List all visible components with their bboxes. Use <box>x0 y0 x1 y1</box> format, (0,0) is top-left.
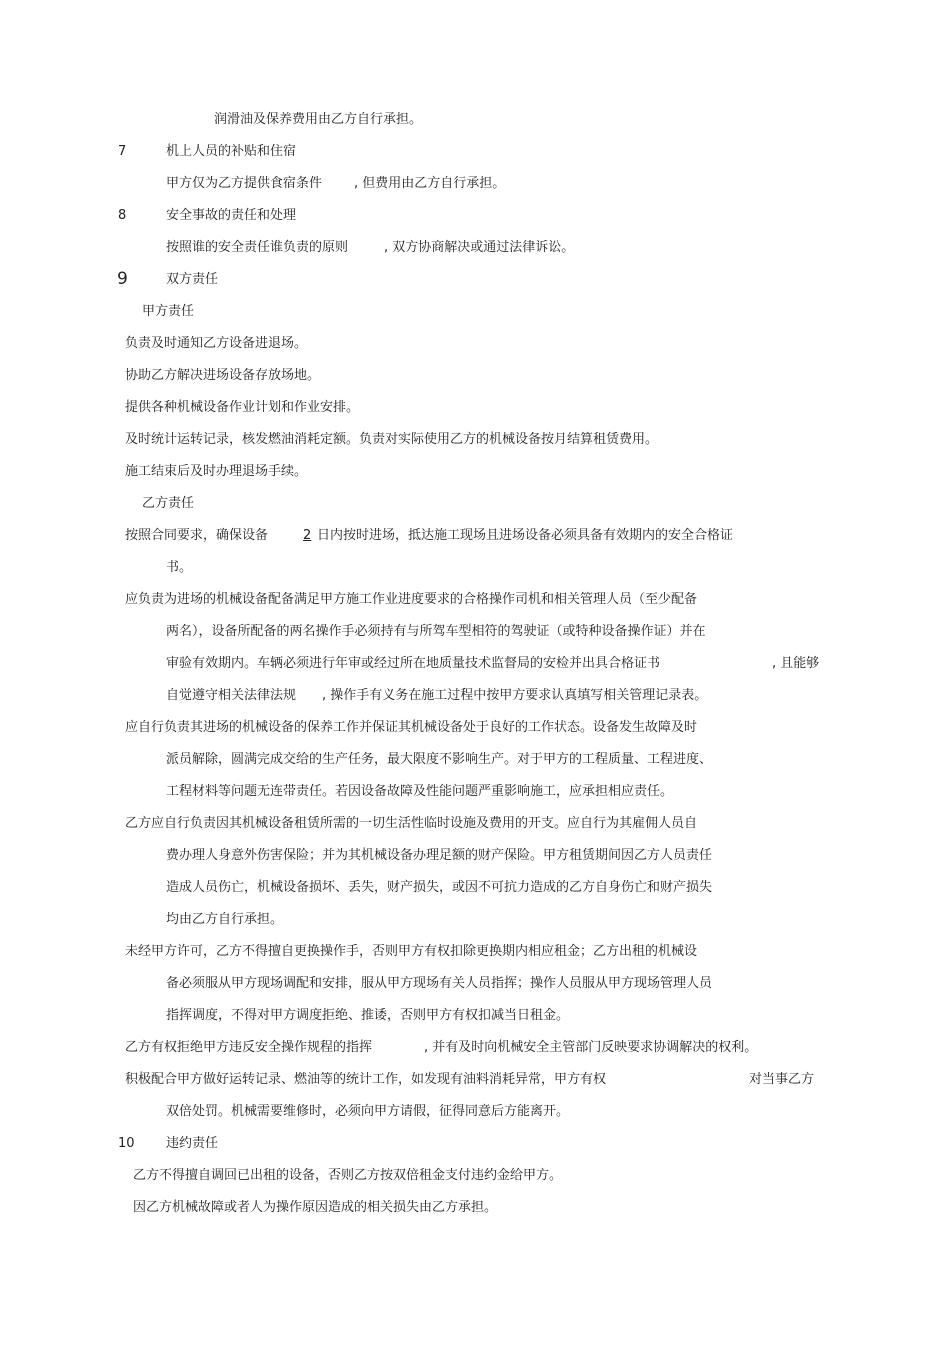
party-b-item-2-a: 应负责为进场的机械设备配备满足甲方施工作业进度要求的合格操作司机和相关管理人员（至少配备 <box>125 592 698 607</box>
section-8-number: 8 <box>118 208 127 223</box>
party-b-item-7-a: 积极配合甲方做好运转记录、燃油等的统计工作，如发现有油料消耗异常，甲方有权 <box>125 1072 607 1087</box>
party-b-item-4-a: 乙方应自行负责因其机械设备租赁所需的一切生活性临时设施及费用的开支。应自行为其雇佣人员自 <box>125 816 698 831</box>
party-b-item-2-d1: 自觉遵守相关法律法规 <box>166 688 297 703</box>
section-8-text-b: , 双方协商解决或通过法律诉讼。 <box>384 240 575 255</box>
party-b-item-7-b: 对当事乙方 <box>749 1072 815 1087</box>
section-9-title: 双方责任 <box>166 272 219 287</box>
party-a-heading: 甲方责任 <box>142 304 195 319</box>
party-b-item-2-d2: , 操作手有义务在施工过程中按甲方要求认真填写相关管理记录表。 <box>322 688 708 703</box>
section-10-title: 违约责任 <box>166 1136 219 1151</box>
party-a-item: 施工结束后及时办理退场手续。 <box>125 464 308 479</box>
section-9-number: 9 <box>117 269 128 289</box>
party-b-item-7-c: 双倍处罚。机械需要维修时，必须向甲方请假，征得同意后方能离开。 <box>166 1104 570 1119</box>
party-b-item-4-c: 造成人员伤亡，机械设备损坏、丢失，财产损失，或因不可抗力造成的乙方自身伤亡和财产损失 <box>166 880 713 895</box>
party-a-item: 协助乙方解决进场设备存放场地。 <box>125 368 321 383</box>
party-b-item-3-b: 派员解除，圆满完成交给的生产任务，最大限度不影响生产。对于甲方的工程质量、工程进度、 <box>166 752 713 767</box>
section-7-number: 7 <box>118 144 127 159</box>
party-a-item: 负责及时通知乙方设备进退场。 <box>125 336 308 351</box>
section-8-text-a: 按照谁的安全责任谁负责的原则 <box>166 240 349 255</box>
party-b-item-3-a: 应自行负责其进场的机械设备的保养工作并保证其机械设备处于良好的工作状态。设备发生故障及时 <box>125 720 698 735</box>
party-b-item-2-b: 两名），设备所配备的两名操作手必须持有与所驾车型相符的驾驶证（或特种设备操作证）并在 <box>166 624 706 639</box>
party-b-item-2-c2: , 且能够 <box>772 656 820 671</box>
party-b-item-1-a: 按照合同要求，确保设备 <box>125 528 269 543</box>
section-8-title: 安全事故的责任和处理 <box>166 208 297 223</box>
party-b-item-2-c1: 审验有效期内。车辆必须进行年审或经过所在地质量技术监督局的安检并出具合格证书 <box>166 656 661 671</box>
party-b-item-5-c: 指挥调度，不得对甲方调度拒绝、推诿，否则甲方有权扣减当日租金。 <box>166 1008 570 1023</box>
section-10-number: 10 <box>118 1136 135 1151</box>
party-b-item-5-b: 备必须服从甲方现场调配和安排，服从甲方现场有关人员指挥；操作人员服从甲方现场管理人员 <box>166 976 713 991</box>
party-b-item-1-c: 书。 <box>166 560 193 575</box>
party-b-item-4-d: 均由乙方自行承担。 <box>166 912 284 927</box>
party-b-item-6-b: , 并有及时向机械安全主管部门反映要求协调解决的权利。 <box>424 1040 758 1055</box>
section-7-title: 机上人员的补贴和住宿 <box>166 144 297 159</box>
breach-item: 因乙方机械故障或者人为操作原因造成的相关损失由乙方承担。 <box>133 1200 498 1215</box>
breach-item: 乙方不得擅自调回已出租的设备，否则乙方按双倍租金支付违约金给甲方。 <box>133 1168 563 1183</box>
party-b-item-3-c: 工程材料等问题无连带责任。若因设备故障及性能问题严重影响施工，应承担相应责任。 <box>166 784 674 799</box>
party-a-item: 提供各种机械设备作业计划和作业安排。 <box>125 400 360 415</box>
party-b-item-4-b: 费办理人身意外伤害保险；并为其机械设备办理足额的财产保险。甲方租赁期间因乙方人员责任 <box>166 848 713 863</box>
party-b-item-1-days: 2 <box>303 528 312 543</box>
party-a-item: 及时统计运转记录，核发燃油消耗定额。负责对实际使用乙方的机械设备按月结算租赁费用。 <box>125 432 659 447</box>
party-b-heading: 乙方责任 <box>142 496 195 511</box>
section-7-text-a: 甲方仅为乙方提供食宿条件 <box>166 176 323 191</box>
party-b-item-5-a: 未经甲方许可，乙方不得擅自更换操作手，否则甲方有权扣除更换期内相应租金；乙方出租的机械设 <box>125 944 698 959</box>
party-b-item-1-b: 日内按时进场，抵达施工现场且进场设备必须具备有效期内的安全合格证 <box>317 528 734 543</box>
lubricant-line: 润滑油及保养费用由乙方自行承担。 <box>214 112 423 127</box>
section-7-text-b: , 但费用由乙方自行承担。 <box>354 176 506 191</box>
party-b-item-6-a: 乙方有权拒绝甲方违反安全操作规程的指挥 <box>125 1040 373 1055</box>
